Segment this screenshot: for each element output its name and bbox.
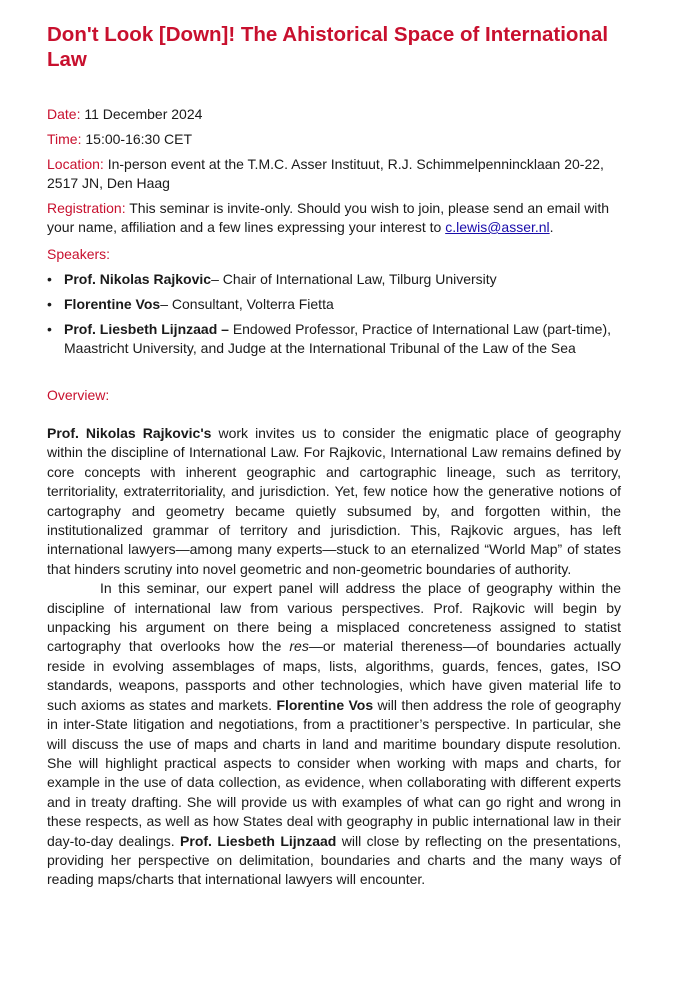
speaker-role: Endowed Professor, Practice of International Law (part-time), Maastricht University, and Judge at the International Tribunal of the Law of the Sea xyxy=(64,321,611,356)
overview-label: Overview: xyxy=(47,387,110,403)
paragraph-text: will close by reflecting on the presentations, providing her perspective on delimitation, boundaries and charts and the many ways of reading maps/charts that international lawyers will encounter. xyxy=(47,832,621,888)
page-title: Don't Look [Down]! The Ahistorical Space of International Law xyxy=(47,23,609,71)
overview-paragraph-2 xyxy=(47,579,621,890)
speakers-label: Speakers: xyxy=(47,246,111,262)
registration-label: Registration: xyxy=(47,200,126,216)
speaker-name: Prof. Nikolas Rajkovic xyxy=(64,271,212,287)
location-value: In-person event at the T.M.C. Asser Instituut, R.J. Schimmelpennincklaan 20-22, 2517 JN, Den Haag xyxy=(47,156,604,191)
registration-field xyxy=(47,199,621,237)
speaker-role: Consultant, Volterra Fietta xyxy=(171,296,334,312)
date-field xyxy=(47,105,621,124)
speaker-sep: – xyxy=(160,296,168,312)
speaker-sep: – xyxy=(211,271,219,287)
speaker-role: Chair of International Law, Tilburg University xyxy=(222,271,497,287)
speaker-name: Prof. Liesbeth Lijnzaad – xyxy=(64,321,229,337)
paragraph-text: —or material thereness—of boundaries actually reside in evolving assemblages of maps, lists, algorithms, guards, fences, gates, ISO standards, weapons, passports and other technologies, which have given material life to such axioms as states and markets. xyxy=(47,638,622,713)
speaker-ref: Florentine Vos xyxy=(276,696,374,713)
overview-paragraph-1 xyxy=(47,424,621,579)
speaker-name: Florentine Vos xyxy=(64,296,161,312)
speaker-item xyxy=(47,320,621,358)
location-field xyxy=(47,155,621,193)
registration-end: . xyxy=(549,219,554,235)
date-value: 11 December 2024 xyxy=(84,106,203,122)
speaker-ref: Prof. Nikolas Rajkovic's xyxy=(47,425,212,441)
paragraph-text: In this seminar, our expert panel will address the place of geography within the discipline of international law from various perspectives. Prof. Rajkovic will begin by unpacking his argument on there being a misplaced concreteness assigned to statist cartography that overlooks how the xyxy=(47,580,621,655)
speakers-list xyxy=(47,270,621,358)
speaker-item xyxy=(47,295,621,314)
email-link[interactable]: c.lewis@asser.nl xyxy=(445,219,550,235)
time-field xyxy=(47,130,621,149)
paragraph-text: will then address the role of geography in inter-State litigation and negotiations, from a practitioner’s perspective. In particular, she will discuss the use of maps and charts in land and maritime boundary dispute resolution. She will highlight practical aspects to consider when working with maps and charts, for example in the use of data collection, as evidence, when collaborating with different experts and in treaty drafting. She will provide us with examples of what can go right and wrong in these respects, as well as how States deal with geography in public international law in their day-to-day dealings. xyxy=(47,696,622,849)
speaker-item xyxy=(47,270,621,289)
speaker-ref: Prof. Liesbeth Lijnzaad xyxy=(180,832,337,849)
location-label: Location: xyxy=(47,156,104,172)
italic-term: res xyxy=(289,638,309,655)
paragraph-text: work invites us to consider the enigmatic place of geography within the discipline of International Law. For Rajkovic, International Law remains defined by core concepts with inherent geographic and cartographic lineage, such as territory, territoriality, extraterritoriality, and jurisdiction. Yet, few notice how the generative notions of cartography and geometry became quietly subsumed by, and forgotten within, the institutionalized grammar of territory and jurisdiction. This, Rajkovic argues, has left international lawyers—among many experts—stuck to an eternalized “World Map” of states that hinders scrutiny into novel geometric and non-geometric boundaries of authority. xyxy=(47,425,622,577)
registration-text: This seminar is invite-only. Should you wish to join, please send an email with your name, affiliation and a few lines expressing your interest to xyxy=(47,200,610,235)
time-value: 15:00-16:30 CET xyxy=(85,131,192,147)
time-label: Time: xyxy=(47,131,82,147)
date-label: Date: xyxy=(47,106,81,122)
